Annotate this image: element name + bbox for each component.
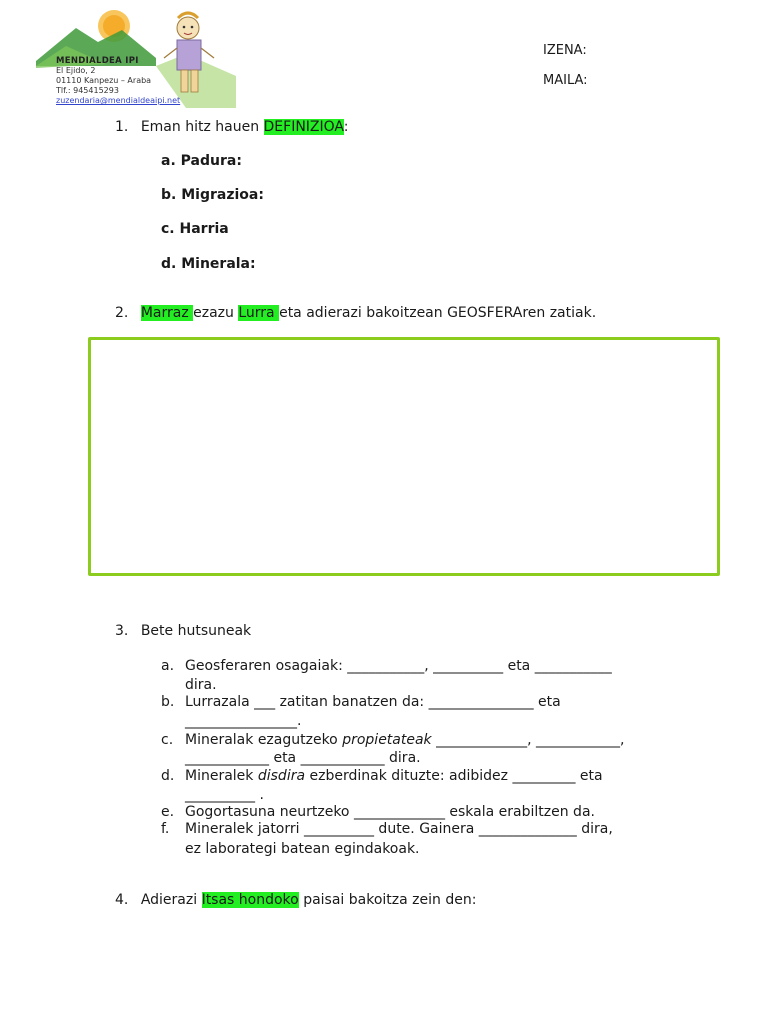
question-2-text-2: eta adierazi bakoitzean GEOSFERAren zatiak. (279, 305, 597, 321)
q3-item-d-line-1 (185, 767, 603, 785)
school-name: MENDIALDEA IPI (56, 56, 139, 66)
question-number: 1. (115, 119, 129, 135)
name-field-label: IZENA: (543, 43, 587, 58)
q3-item-a-line-2: dira. (185, 677, 217, 693)
highlight-marraz: Marraz (140, 305, 194, 321)
item-term: Minerala: (181, 256, 256, 272)
school-email-link[interactable]: zuzendaria@mendialdeaipi.net (56, 96, 181, 105)
question-number: 4. (115, 892, 129, 908)
q3-item-f-letter: f. (161, 821, 170, 837)
italic-term: propietateak (342, 732, 432, 748)
highlight-lurra: Lurra (238, 305, 280, 321)
q1-item-a (161, 152, 242, 170)
q3-item-e-letter: e. (161, 804, 175, 820)
q3-item-c-line-1 (185, 731, 624, 749)
question-number: 3. (115, 623, 129, 639)
question-1-text: Eman hitz hauen (140, 119, 264, 135)
text: Mineralek (185, 768, 258, 784)
q3-item-c-letter: c. (161, 732, 174, 748)
item-term: Harria (179, 221, 229, 237)
school-address-line-2: 01110 Kanpezu – Araba (56, 76, 152, 85)
question-number: 2. (115, 305, 129, 321)
question-3-title: Bete hutsuneak (140, 623, 252, 639)
highlight-itsas-hondoko: Itsas hondoko (201, 892, 299, 908)
question-4-text-2: paisai bakoitza zein den: (298, 892, 477, 908)
q3-item-b-letter: b. (161, 694, 175, 710)
q3-item-b-line-1: Lurrazala ___ zatitan banatzen da: _______________ eta (185, 694, 561, 710)
italic-term: disdira (257, 768, 306, 784)
text: ezberdinak dituzte: adibidez _________ eta (305, 768, 603, 784)
item-letter: d. (161, 256, 177, 272)
level-field-label: MAILA: (543, 73, 588, 88)
school-phone: Tlf.: 945415293 (56, 86, 119, 95)
question-4 (115, 891, 476, 909)
text: Mineralak ezagutzeko (185, 732, 343, 748)
q3-item-e-line-1: Gogortasuna neurtzeko _____________ eskala erabiltzen da. (185, 804, 595, 820)
q3-item-c-line-2: ____________ eta ____________ dira. (185, 750, 421, 766)
q3-item-d-line-2: __________ . (185, 787, 264, 803)
q3-item-a-letter: a. (161, 658, 175, 674)
item-letter: a. (161, 153, 176, 169)
q1-item-c (161, 220, 229, 238)
question-4-text-1: Adierazi (140, 892, 202, 908)
highlight-definizioa: DEFINIZIOA (263, 119, 344, 135)
school-address-line-1: El Ejido, 2 (56, 66, 96, 75)
item-letter: b. (161, 187, 177, 203)
item-term: Migrazioa: (181, 187, 264, 203)
q1-item-b (161, 186, 264, 204)
drawing-area-box[interactable] (88, 337, 720, 576)
question-2-text-1: ezazu (193, 305, 239, 321)
q3-item-f-line-1: Mineralek jatorri __________ dute. Gainera ______________ dira, (185, 821, 613, 837)
item-letter: c. (161, 221, 175, 237)
logo-address-block (56, 56, 180, 106)
question-2 (115, 304, 596, 322)
q3-item-a-line-1: Geosferaren osagaiak: ___________, __________ eta ___________ (185, 658, 612, 674)
q3-item-b-line-2: ________________. (185, 713, 302, 729)
q3-item-d-letter: d. (161, 768, 175, 784)
question-1-colon: : (343, 119, 349, 135)
question-3 (115, 622, 251, 640)
question-1 (115, 118, 348, 136)
text: _____________, ____________, (431, 732, 625, 748)
item-term: Padura: (180, 153, 242, 169)
q3-item-f-line-2: ez laborategi batean egindakoak. (185, 841, 420, 857)
q1-item-d (161, 255, 256, 273)
